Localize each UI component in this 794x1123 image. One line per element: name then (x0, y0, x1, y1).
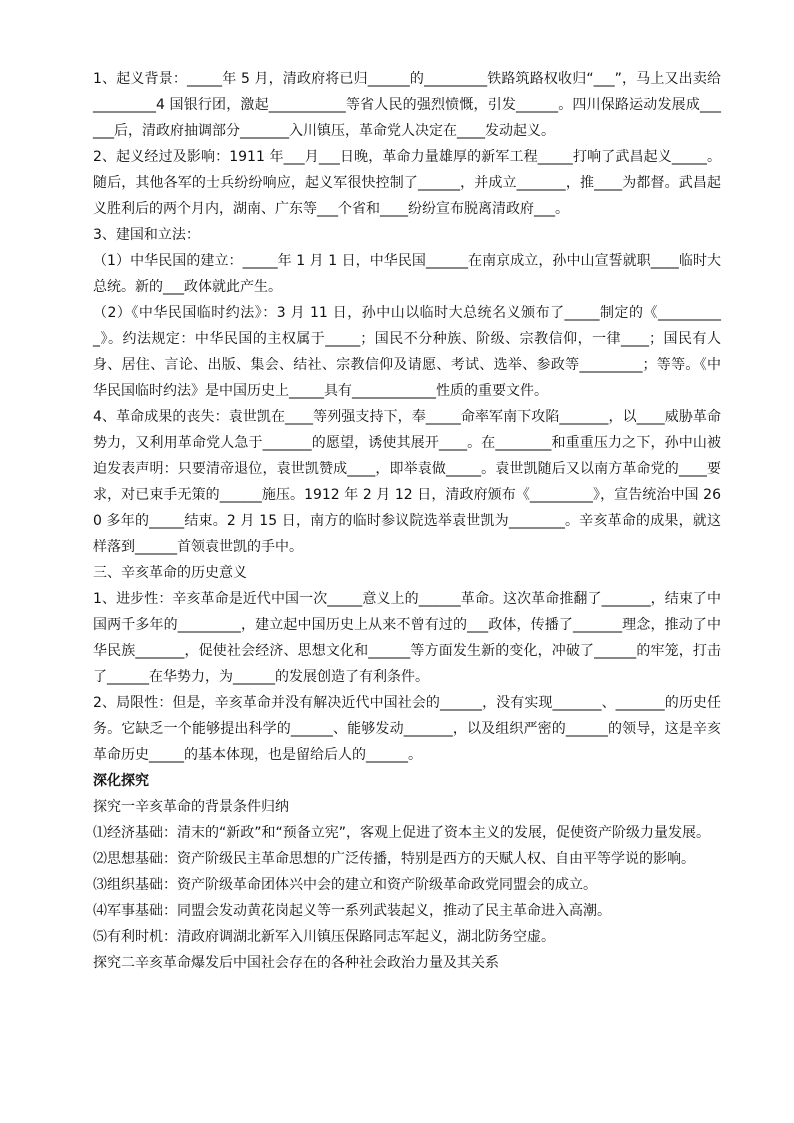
inquiry-2-heading: 探究二辛亥革命爆发后中国社会存在的各种社会政治力量及其关系 (93, 955, 499, 971)
inquiry-1-opportunity: ⑸有利时机：清政府调湖北新军入川镇压保路同志军起义，湖北防务空虚。 (93, 929, 555, 945)
inquiry-1-economic: ⑴经济基础：清末的“新政”和“预备立宪”，客观上促进了资本主义的发展，促使资产阶级力量发展。 (93, 825, 711, 841)
section-3-2-constitution: （2）《中华民国临时约法》：3 月 11 日，孙中山以临时大总统名义颁布了_____制定的《__________》。约法规定：中华民国的主权属于_____；国民不分种族、阶级、宗教信仰，一律____；国民有人身、居住、言论、出版、集会、结社、宗教信仰及请愿、考试、选举、参政等_________；等等。《中华民国临时约法》是中国历史上_____具有____________性质的重要文件。 (93, 305, 721, 399)
significance-progress: 1、进步性：辛亥革命是近代中国一次_____意义上的______革命。这次革命推翻了_______，结束了中国两千多年的_________，建立起中国历史上从来不曾有过的___政体，传播了_______理念，推动了中华民族_______，促使社会经济、思想文化和______等方面发生新的变化，冲破了______的牢笼，打击了______在华势力，为______的发展创造了有利条件。 (93, 591, 721, 685)
deep-inquiry-heading: 深化探究 (93, 773, 149, 789)
part-3-heading: 三、辛亥革命的历史意义 (93, 565, 247, 581)
section-4-loss: 4、革命成果的丧失：袁世凯在____等列强支持下，奉_____命率军南下攻陷_______，以____威胁革命势力，又利用革命党人急于_______的愿望，诱使其展开____。在________和重重压力之下，孙中山被迫发表声明：只要清帝退位，袁世凯赞成____，即举袁做_____。袁世凯随后又以南方革命党的____要求，对已束手无策的______施压。1912 年 2 月 12 日，清政府颁布《_________》，宣告统治中国 260 多年的_____结束。2 月 15 日，南方的临时参议院选举袁世凯为________。辛亥革命的成果，就这样落到______首领袁世凯的手中。 (93, 409, 721, 555)
inquiry-1-organizational: ⑶组织基础：资产阶级革命团体兴中会的建立和资产阶级革命政党同盟会的成立。 (93, 877, 597, 893)
section-2-uprising: 2、起义经过及影响：1911 年___月___日晚，革命力量雄厚的新军工程_____打响了武昌起义_____。随后，其他各军的士兵纷纷响应，起义军很快控制了______，并成立_______，推____为都督。武昌起义胜利后的两个月内，湖南、广东等___个省和____纷纷宣布脱离清政府___。 (93, 149, 721, 217)
inquiry-1-ideological: ⑵思想基础：资产阶级民主革命思想的广泛传播，特别是西方的天赋人权、自由平等学说的影响。 (93, 851, 695, 867)
section-1-background: 1、起义背景：_____年 5 月，清政府将已归______的_________铁路筑路权收归“___”，马上又出卖给_________4 国银行团，激起___________等省人民的强烈愤慨，引发______。四川保路运动发展成______后，清政府抽调部分_______入川镇压，革命党人决定在____发动起义。 (93, 71, 721, 139)
document-page (93, 66, 721, 976)
inquiry-1-military: ⑷军事基础：同盟会发动黄花岗起义等一系列武装起义，推动了民主革命进入高潮。 (93, 903, 611, 919)
section-3-1-founding: （1）中华民国的建立：_____年 1 月 1 日，中华民国______在南京成立，孙中山宣誓就职____临时大总统。新的___政体就此产生。 (93, 253, 721, 295)
inquiry-1-heading: 探究一辛亥革命的背景条件归纳 (93, 799, 289, 815)
section-3-heading: 3、建国和立法： (93, 227, 200, 243)
significance-limitations: 2、局限性：但是，辛亥革命并没有解决近代中国社会的______，没有实现_______、_______的历史任务。它缺乏一个能够提出科学的______、能够发动_______，以及组织严密的______的领导，这是辛亥革命历史_____的基本体现，也是留给后人的______。 (93, 695, 721, 763)
